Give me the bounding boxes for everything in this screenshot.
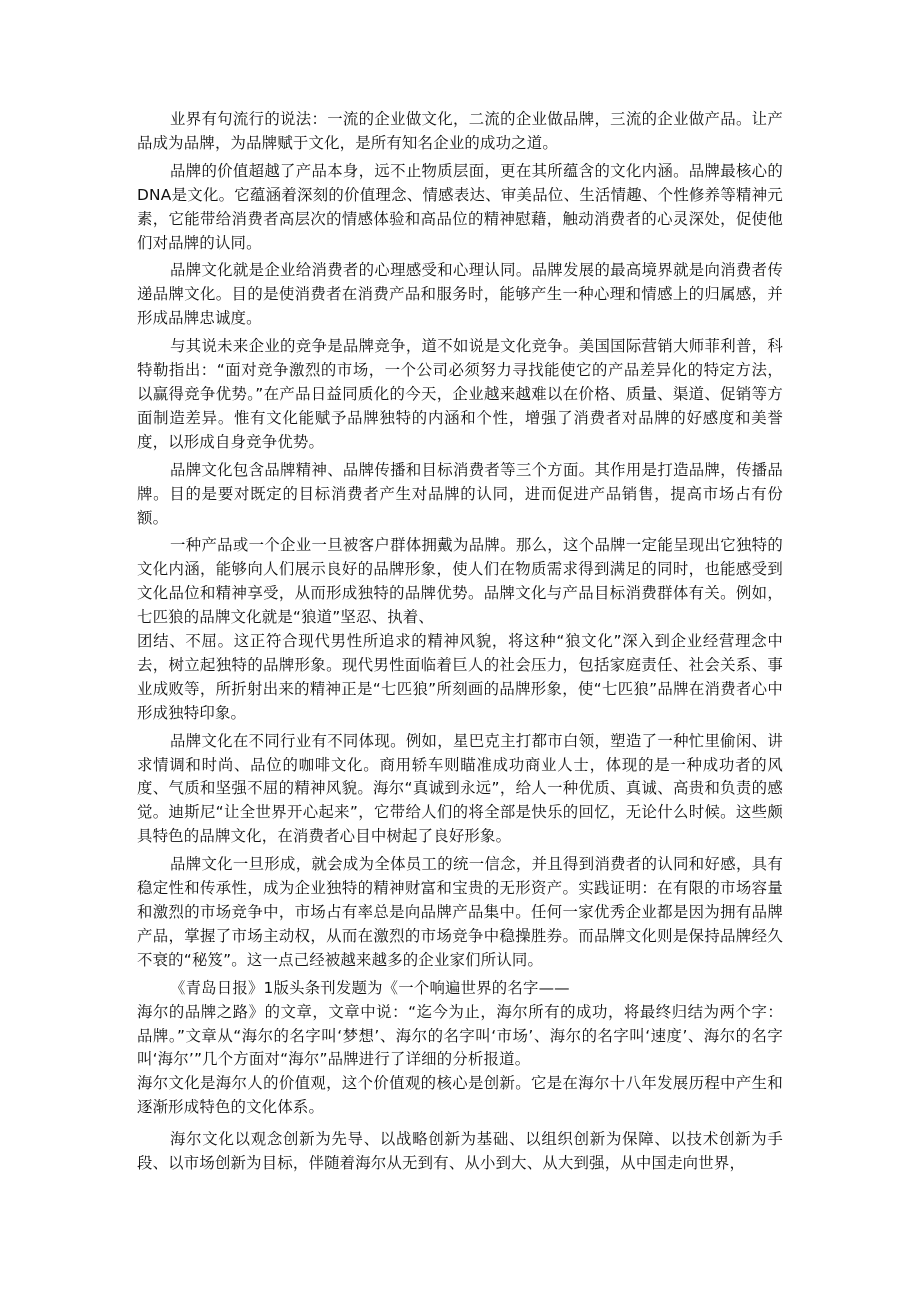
paragraph-10: 《青岛日报》1版头条刊发题为《一个响遍世界的名字—— <box>170 978 570 997</box>
paragraph-4: 与其说未来企业的竞争是品牌竞争，道不如说是文化竞争。美国国际营销大师菲利普，科特勒指出：“面对竞争激烈的市场，一个公司必须努力寻找能使它的产品差异化的特定方法，以赢得竞争优势。”在产品日益同质化的今天，企业越来越难以在价格、质量、渠道、促销等方面制造差异。惟有文化能赋予品牌独特的内涵和个性，增强了消费者对品牌的好感度和美誉度，以形成自身竞争优势。 <box>137 337 783 451</box>
paragraph-8: 品牌文化在不同行业有不同体现。例如，星巴克主打都市白领，塑造了一种忙里偷闲、讲求情调和时尚、品位的咖啡文化。商用轿车则瞄准成功商业人士，体现的是一种成功者的风度、气质和坚强不屈的精神风貌。海尔“真诚到永远”，给人一种优质、真诚、高贵和负责的感觉。迪斯尼“让全世界开心起来”，它带给人们的将全部是快乐的回忆，无论什么时候。这些颇具特色的品牌文化，在消费者心目中树起了良好形象。 <box>137 731 783 846</box>
paragraph-13: 海尔文化以观念创新为先导、以战略创新为基础、以组织创新为保障、以技术创新为手段、以市场创新为目标，伴随着海尔从无到有、从小到大、从大到强，从中国走向世界， <box>137 1130 783 1173</box>
paragraph-3: 品牌文化就是企业给消费者的心理感受和心理认同。品牌发展的最高境界就是向消费者传递品牌文化。目的是使消费者在消费产品和服务时，能够产生一种心理和情感上的归属感，并形成品牌忠诚度。 <box>137 261 783 328</box>
paragraph-2: 品牌的价值超越了产品本身，远不止物质层面，更在其所蕴含的文化内涵。品牌最核心的DNA是文化。它蕴涵着深刻的价值理念、情感表达、审美品位、生活情趣、个性修养等精神元素，它能带给消费者高层次的情感体验和高品位的精神慰藉，触动消费者的心灵深处，促使他们对品牌的认同。 <box>137 161 783 252</box>
paragraph-6: 一种产品或一个企业一旦被客户群体拥戴为品牌。那么，这个品牌一定能呈现出它独特的文化内涵，能够向人们展示良好的品牌形象，使人们在物质需求得到满足的同时，也能感受到文化品位和精神享受，从而形成独特的品牌优势。品牌文化与产品目标消费群体有关。例如，七匹狼的品牌文化就是“狼道”坚忍、执着、 <box>137 536 783 627</box>
paragraph-7: 团结、不屈。这正符合现代男性所追求的精神风貌，将这种“狼文化”深入到企业经营理念中去，树立起独特的品牌形象。现代男性面临着巨人的社会压力，包括家庭责任、社会关系、事业成败等，所折射出来的精神正是“七匹狼”所刻画的品牌形象，使“七匹狼”品牌在消费者心中形成独特印象。 <box>137 632 783 722</box>
paragraph-12: 海尔文化是海尔人的价值观，这个价值观的核心是创新。它是在海尔十八年发展历程中产生和逐渐形成特色的文化体系。 <box>137 1074 783 1117</box>
paragraph-11: 海尔的品牌之路》的文章，文章中说：“迄今为止，海尔所有的成功，将最终归结为两个字：品牌。”文章从“海尔的名字叫‘梦想’、海尔的名字叫‘市场’、海尔的名字叫‘速度’、海尔的名字叫‘海尔’”几个方面对“海尔”品牌进行了详细的分析报道。 <box>137 1002 783 1069</box>
document-body <box>137 108 783 1176</box>
paragraph-1: 业界有句流行的说法：一流的企业做文化，二流的企业做品牌，三流的企业做产品。让产品成为品牌，为品牌赋于文化，是所有知名企业的成功之道。 <box>137 110 783 152</box>
paragraph-9: 品牌文化一旦形成，就会成为全体员工的统一信念，并且得到消费者的认同和好感，具有稳定性和传承性，成为企业独特的精神财富和宝贵的无形资产。实践证明：在有限的市场容量和激烈的市场竞争中，市场占有率总是向品牌产品集中。任何一家优秀企业都是因为拥有品牌产品，掌握了市场主动权，从而在激烈的市场竞争中稳操胜券。而品牌文化则是保持品牌经久不衰的“秘笈”。这一点己经被越来越多的企业家们所认同。 <box>137 855 783 969</box>
paragraph-5: 品牌文化包含品牌精神、品牌传播和目标消费者等三个方面。其作用是打造品牌，传播品牌。目的是要对既定的目标消费者产生对品牌的认同，进而促进产品销售，提高市场占有份额。 <box>137 460 783 527</box>
